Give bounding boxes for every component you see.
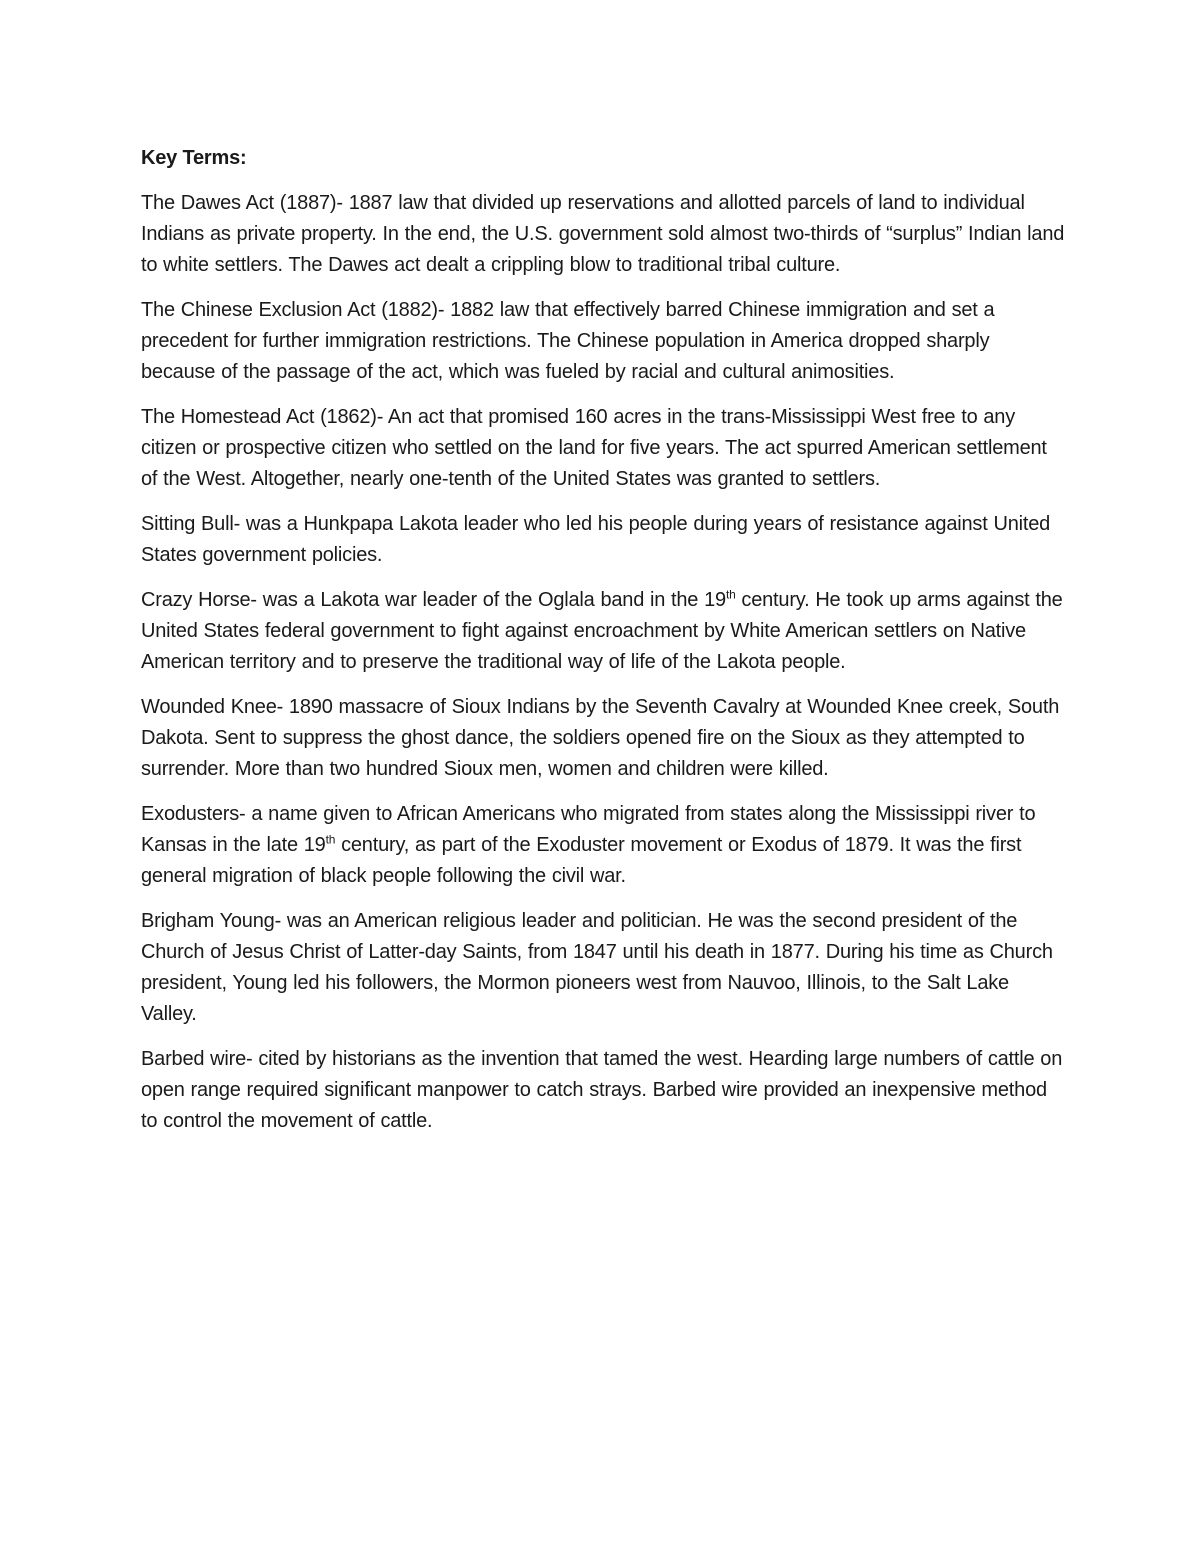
term-crazy-horse-sup: th xyxy=(725,587,736,602)
term-chinese-exclusion-act: The Chinese Exclusion Act (1882)- 1882 law that effectively barred Chinese immigration and set a precedent for further immigration restrictions. The Chinese population in America dropped sharply because of the passage of the act, which was fueled by racial and cultural animosities. xyxy=(141,299,995,383)
term-dawes-act: The Dawes Act (1887)- 1887 law that divided up reservations and allotted parcels of land to individual Indians as private property. In the end, the U.S. government sold almost two-thirds of “surplus” Indian land to white settlers. The Dawes act dealt a crippling blow to traditional tribal culture. xyxy=(141,192,1065,276)
term-exodusters xyxy=(141,799,1066,892)
term-exodusters-text-a: Exodusters- a name given to African Americans who migrated from states along the Mississippi river to Kansas in the late 19 xyxy=(141,803,1036,856)
term-exodusters-text-b: century, as part of the Exoduster movement or Exodus of 1879. It was the first general migration of black people following the civil war. xyxy=(141,834,1022,887)
document-page xyxy=(141,143,1066,1151)
term-homestead-act: The Homestead Act (1862)- An act that promised 160 acres in the trans-Mississippi West free to any citizen or prospective citizen who settled on the land for five years. The act spurred American settlement of the West. Altogether, nearly one-tenth of the United States was granted to settlers. xyxy=(141,406,1047,490)
term-sitting-bull: Sitting Bull- was a Hunkpapa Lakota leader who led his people during years of resistance against United States government policies. xyxy=(141,513,1051,566)
term-crazy-horse-text-b: century. He took up arms against the United States federal government to fight against encroachment by White American settlers on Native American territory and to preserve the traditional way of life of the Lakota people. xyxy=(141,589,1063,673)
term-wounded-knee: Wounded Knee- 1890 massacre of Sioux Indians by the Seventh Cavalry at Wounded Knee creek, South Dakota. Sent to suppress the ghost dance, the soldiers opened fire on the Sioux as they attempted to surrender. More than two hundred Sioux men, women and children were killed. xyxy=(141,696,1060,780)
term-barbed-wire: Barbed wire- cited by historians as the invention that tamed the west. Hearding large numbers of cattle on open range required significant manpower to catch strays. Barbed wire provided an inexpensive method to control the movement of cattle. xyxy=(141,1048,1063,1132)
term-crazy-horse xyxy=(141,585,1066,678)
heading-key-terms: Key Terms: xyxy=(141,147,247,169)
term-crazy-horse-text-a: Crazy Horse- was a Lakota war leader of the Oglala band in the 19 xyxy=(141,589,726,611)
term-exodusters-sup: th xyxy=(325,832,336,847)
term-brigham-young: Brigham Young- was an American religious leader and politician. He was the second president of the Church of Jesus Christ of Latter-day Saints, from 1847 until his death in 1877. During his time as Church president, Young led his followers, the Mormon pioneers west from Nauvoo, Illinois, to the Salt Lake Valley. xyxy=(141,910,1053,1025)
